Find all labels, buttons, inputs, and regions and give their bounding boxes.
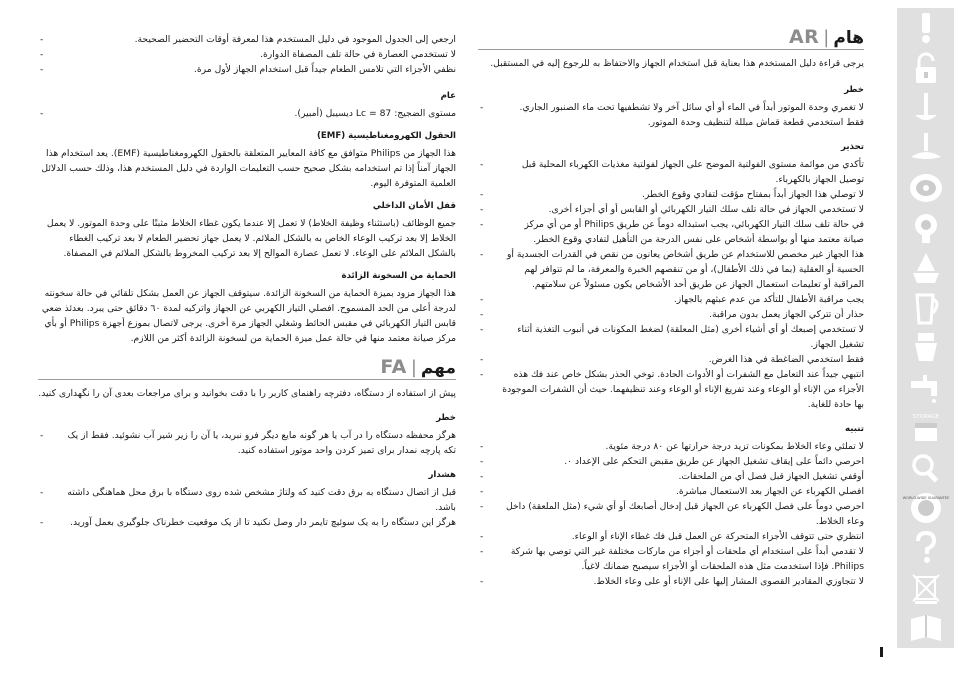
citrus-press-icon [897,248,954,288]
disc-icon [897,168,954,208]
list-item: انتظري حتى تتوقف الأجزاء المتحركة عن العمل قبل فك غطاء الإناء أو الوعاء. - [478,529,864,544]
storage-label: STORAGE [912,414,939,420]
fa-intro: پیش از استفاده از دستگاه، دفترچه راهنمای کاربر را با دقت بخوانید و برای مراجعات بعدی آن را نگهداری کنید. [38,388,456,399]
measuring-jug-icon [897,288,954,328]
list-item: انتبهي جيداً عند التعامل مع الشفرات أو الأدوات الحادة. توخي الحذر بشكل خاص عند فك هذه الأجزاء من الإناء أو الوعاء وعند تفريغ الإناء أو الوعاء وعند تنظيفهما. حيث أن الشفرات الموجودة بها حادة للغاية. - [478,367,864,412]
list-item: لا تملئي وعاء الخلاط بمكونات تزيد درجة حرارتها عن ٨٠ درجة مئوية. - [478,439,864,454]
ar-intro: يرجى قراءة دليل المستخدم هذا بعناية قبل استخدام الجهاز والاحتفاظ به للرجوع إليه في المستقبل. [490,58,864,69]
fa-title: مهم [420,358,456,378]
magnifier-icon [897,448,954,488]
ar-lang-code: AR [788,26,820,48]
list-item: يجب مراقبة الأطفال للتأكد من عدم عبثهم بالجهاز. - [478,292,864,307]
question-mark-icon [897,528,954,568]
ar-caution-list [478,439,864,589]
list-item: قبل از اتصال دستگاه به برق دقت کنید که ولتاژ مشخص شده روی دستگاه با برق محل هماهنگی داشته باشد. - [38,485,456,515]
ar-warning-list [478,157,864,412]
padlock-icon [897,48,954,88]
ar-emf-heading: الحقول الكهرومغناطيسية (EMF) [316,131,456,141]
list-item: هرگز محفظه دستگاه را در آب یا هر گونه مایع دیگر فرو نبرید، یا آن را زیر شیر آب نشوئید. فقط از یک تکه پارچه نمدار برای تمیز کردن واحد موتور استفاده کنید. - [38,428,456,458]
ar-title: هام [833,28,864,48]
list-item: لا تتجاوزي المقادير القصوى المشار إليها على الإناء أو على وعاء الخلاط. - [478,574,864,589]
list-item: لا تستخدمي العصارة في حالة تلف المصفاة الدوارة. - [38,47,456,62]
recycle-bin-icon [897,568,954,608]
ar-caution-heading: تنبيه [845,424,864,434]
fa-warning-heading: هشدار [428,470,456,480]
list-item: مستوى الضجيج: Lc = 87 ديسيبل (أمبير). - [38,106,456,121]
ar-danger-heading: خطر [844,85,864,95]
ar-overheat-text: هذا الجهاز مزود بميزة الحماية من السخونة الزائدة. سيتوقف الجهاز عن العمل بشكل تلقائي في حالة سخونته لدرجة أعلى من الحد المسموح. افصلي التيار الكهربي عن الجهاز واتركيه لمدة ٦٠ دقائق حتى يبرد. بعدئذ ضعي قابس التيار الكهربائي في مقبس الحائط وشغلي الجهاز مرة أخرى. يرجى لاتصال بموزع أجهزة Philips أو بأي مركز صيانة معتمد منها في حالة عمل ميزة الحماية من لسخونة الزائدة أكثر من اللازم. [41,288,456,344]
fa-warning-list [38,485,456,530]
list-item: لا توصلي هذا الجهاز أبداً بمفتاح مؤقت لتفادي وقوع الخطر. - [478,187,864,202]
list-item: هرگز این دستگاه را به یک سوئیچ تایمر دار وصل نکنید تا از یک موقعیت خطرناک جلوگیری بعمل آورید. - [38,515,456,530]
list-item: تأكدي من موائمة مستوى الفولتية الموضح على الجهاز لفولتية مغذيات الكهرباء المحلية قبل توصيل الجهاز بالكهرباء. - [478,157,864,187]
tap-icon [897,368,954,408]
guarantee-label: WORLD-WIDE GUARANTEE [902,496,949,500]
juicer-icon [897,208,954,248]
fa-section-header [38,356,456,378]
exclamation-icon [897,8,954,48]
list-item: في حالة تلف سلك التيار الكهربائي، يجب استبداله دوماً عن طريق Philips أو من أي مركز صيانة معتمد منها أو بواسطة أشخاص على نفس الدرجة من التأهيل لتفادي وقوع الخطر. - [478,217,864,247]
right-column [478,0,864,589]
list-item: نظفي الأجزاء التي تلامس الطعام جيداً قبل استخدام الجهاز لأول مرة. - [38,62,456,77]
ar-warning-heading: تحذير [841,142,864,152]
ar-header-rule [478,49,864,50]
recipe-book-icon [897,608,954,648]
list-item: هذا الجهاز غير مخصص للاستخدام عن طريق أشخاص يعانون من نقص في القدرات الجسدية أو الحسية أو العقلية (بما في ذلك الأطفال)، أو من تنقصهم الخبرة والمعرفة، ما لم تتوافر لهم المراقبة أو تعليمات استعمال الجهاز عن طريق أحد الأشخاص يكون مسئولاً عن سلامتهم. - [478,247,864,292]
ar-overheat-heading: الحماية من السخونة الزائدة [341,271,456,281]
ar-safety-lock-heading: قفل الأمان الداخلي [372,201,456,211]
ar-danger-list [478,100,864,130]
ar-general-list [38,106,456,121]
list-item: فقط استخدمي الضاغطة في هذا الغرض. - [478,352,864,367]
list-item: لا تستخدمي الجهاز في حالة تلف سلك التيار الكهربائي أو القابس أو أي أجزاء أخرى. - [478,202,864,217]
ar-header-separator: | [823,27,830,48]
list-item: حذار أن تتركي الجهاز يعمل بدون مراقبة. - [478,307,864,322]
list-item: احرصي دوماً على فصل الكهرباء عن الجهاز قبل إدخال أصابعك أو أي شيء (مثل الملعقة) داخل وعاء الخلاط. - [478,499,864,529]
list-item: لا تغمري وحدة الموتور أبداً في الماء أو أي سائل آخر ولا تشطفيها تحت ماء الصنبور الجاري. فقط استخدمي قطعة قماش مبللة لتنظيف وحدة الموتور. - [478,100,864,130]
ar-caution-continued-list [38,32,456,77]
worldwide-guarantee-icon [897,488,954,528]
list-item: احرصي دائماً على إيقاف تشغيل الجهاز عن طريق مقبض التحكم على الإعداد ٠. - [478,454,864,469]
mill-icon [897,328,954,368]
ar-emf-text: هذا الجهاز من Philips متوافق مع كافة المعايير المتعلقة بالحقول الكهرومغناطيسية (EMF). يعد استخدام هذا الجهاز آمناً إذا تم استخدامه بشكل صحيح حسب التعليمات الواردة في دليل المستخدم هذا، وذلك حسب الدلائل العلمية المتوفرة اليوم. [41,148,456,189]
page-marker [880,647,883,657]
list-item: افصلي الكهرباء عن الجهاز بعد الاستعمال مباشرة. - [478,484,864,499]
list-item: أوقفي تشغيل الجهاز قبل فصل أي من الملحقات. - [478,469,864,484]
list-item: لا تستخدمي إصبعك أو أي أشياء أخرى (مثل المعلقة) لضغط المكونات في أنبوب التغذية أثناء تشغيل الجهاز. - [478,322,864,352]
fa-danger-heading: خطر [436,413,456,423]
ar-general-heading: عام [440,91,456,101]
icon-sidebar [897,8,954,648]
fa-header-rule [38,379,456,380]
ar-safety-lock-text: جميع الوظائف (باستثناء وظيفة الخلاط) لا تعمل إلا عندما يكون غطاء الخلاط مثبتًا على وحدة الموتور. لا يعمل الخلاط إلا بعد تركيب الوعاء الخاص به بالشكل الملائم. لا يعمل جهاز تحضير الطعام لا بعد تركيب الغطاء بالشكل الملائم على الوعاء. لا تعمل عصارة الموالح إلا بعد تركيب المخروط بالشكل الملائم في المصفاة. [46,218,456,259]
fa-header-separator: | [410,357,417,378]
left-column [38,0,456,530]
fa-danger-list [38,428,456,458]
list-item: ارجعي إلى الجدول الموجود في دليل المستخدم هذا لمعرفة أوقات التحضير الصحيحة. - [38,32,456,47]
ar-section-header [478,26,864,48]
storage-box-icon [897,408,954,448]
motor-unit-icon [897,88,954,128]
fa-lang-code: FA [380,356,407,378]
blade-icon [897,128,954,168]
list-item: لا تقدمي أبداً على استخدام أي ملحقات أو أجزاء من ماركات مختلفة غير التي توصي بها شركة Philips. فإذا استخدمت مثل هذه الملحقات أو الأجزاء سيصبح ضمانك لاغياً. - [478,544,864,574]
